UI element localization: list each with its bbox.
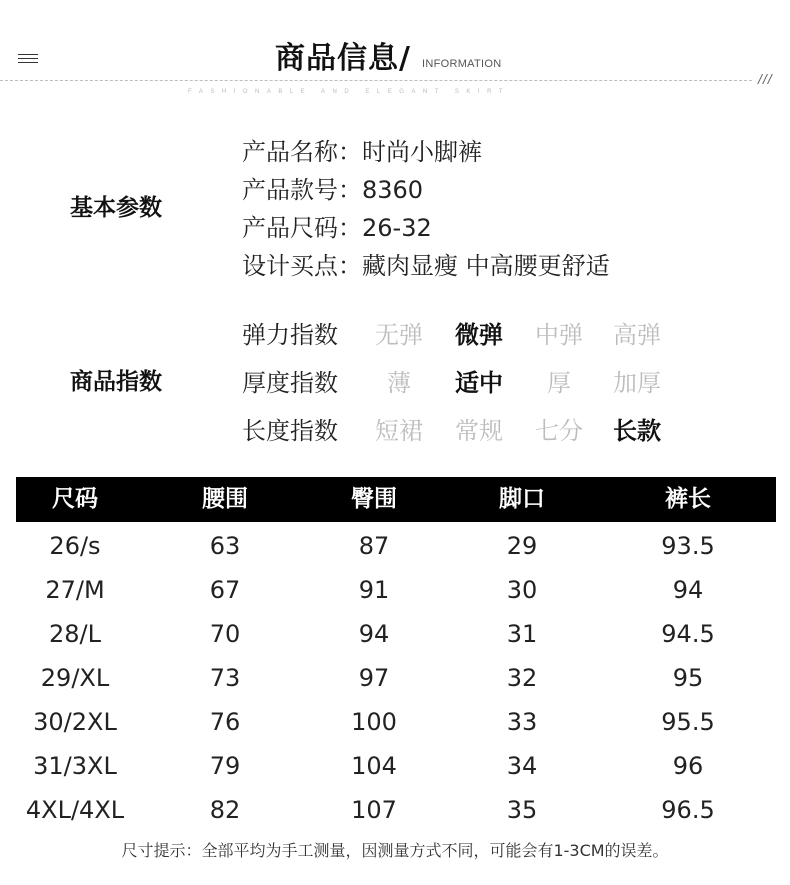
- col-header-waist: 腰围: [202, 486, 248, 512]
- table-cell: 94: [672, 576, 704, 604]
- basic-params-label: 基本参数: [70, 195, 162, 221]
- index-option: 中弹: [535, 321, 583, 349]
- table-cell: 96: [672, 752, 704, 780]
- table-cell: 31: [506, 620, 538, 648]
- index-option: 加厚: [613, 369, 661, 397]
- table-cell: 4XL/4XL: [25, 796, 125, 824]
- index-option: 高弹: [613, 321, 661, 349]
- length-index-label: 长度指数: [242, 417, 338, 445]
- index-option: 短裙: [375, 417, 423, 445]
- table-cell: 96.5: [661, 796, 715, 824]
- table-cell: 30: [506, 576, 538, 604]
- col-header-hip: 臀围: [351, 486, 397, 512]
- table-cell: 35: [506, 796, 538, 824]
- table-cell: 26/s: [49, 532, 101, 560]
- table-cell: 70: [209, 620, 241, 648]
- index-option: 无弹: [375, 321, 423, 349]
- index-option: 厚: [547, 369, 571, 397]
- table-cell: 27/M: [45, 576, 105, 604]
- page-subtitle: INFORMATION: [422, 58, 502, 70]
- menu-lines-icon: [18, 54, 38, 64]
- table-cell: 94.5: [661, 620, 715, 648]
- table-cell: 63: [209, 532, 241, 560]
- tagline: FASHIONABLE AND ELEGANT SKIRT: [188, 89, 510, 95]
- param-design-point: 设计买点：藏肉显瘦 中高腰更舒适: [242, 252, 610, 280]
- table-cell: 95.5: [661, 708, 715, 736]
- table-cell: 30/2XL: [33, 708, 117, 736]
- col-header-hem: 脚口: [499, 486, 545, 512]
- index-option: 适中: [455, 369, 503, 397]
- index-option: 七分: [535, 417, 583, 445]
- table-cell: 107: [351, 796, 397, 824]
- header-divider: [0, 80, 752, 81]
- table-cell: 104: [351, 752, 397, 780]
- table-cell: 94: [358, 620, 390, 648]
- table-cell: 67: [209, 576, 241, 604]
- table-cell: 76: [209, 708, 241, 736]
- col-header-length: 裤长: [665, 486, 711, 512]
- table-cell: 33: [506, 708, 538, 736]
- table-cell: 87: [358, 532, 390, 560]
- table-cell: 32: [506, 664, 538, 692]
- table-cell: 82: [209, 796, 241, 824]
- table-cell: 100: [351, 708, 397, 736]
- param-product-size: 产品尺码：26-32: [242, 214, 432, 242]
- param-product-code: 产品款号：8360: [242, 176, 424, 204]
- table-cell: 29/XL: [40, 664, 110, 692]
- param-product-name: 产品名称：时尚小脚裤: [242, 138, 482, 166]
- table-cell: 93.5: [661, 532, 715, 560]
- index-option: 微弹: [455, 321, 503, 349]
- page-title: 商品信息/: [275, 41, 411, 76]
- table-cell: 91: [358, 576, 390, 604]
- table-cell: 28/L: [49, 620, 101, 648]
- table-cell: 34: [506, 752, 538, 780]
- product-index-label: 商品指数: [70, 369, 162, 395]
- table-cell: 97: [358, 664, 390, 692]
- thickness-index-label: 厚度指数: [242, 369, 338, 397]
- slash-decoration: ///: [758, 71, 773, 87]
- table-cell: 31/3XL: [33, 752, 117, 780]
- index-option: 常规: [455, 417, 503, 445]
- table-cell: 73: [209, 664, 241, 692]
- table-cell: 79: [209, 752, 241, 780]
- table-cell: 29: [506, 532, 538, 560]
- index-option: 长款: [613, 417, 661, 445]
- index-option: 薄: [387, 369, 411, 397]
- size-note: 尺寸提示：全部平均为手工测量，因测量方式不同，可能会有1-3CM的误差。: [121, 841, 669, 860]
- table-cell: 95: [672, 664, 704, 692]
- elasticity-index-label: 弹力指数: [242, 321, 338, 349]
- col-header-size: 尺码: [52, 486, 98, 512]
